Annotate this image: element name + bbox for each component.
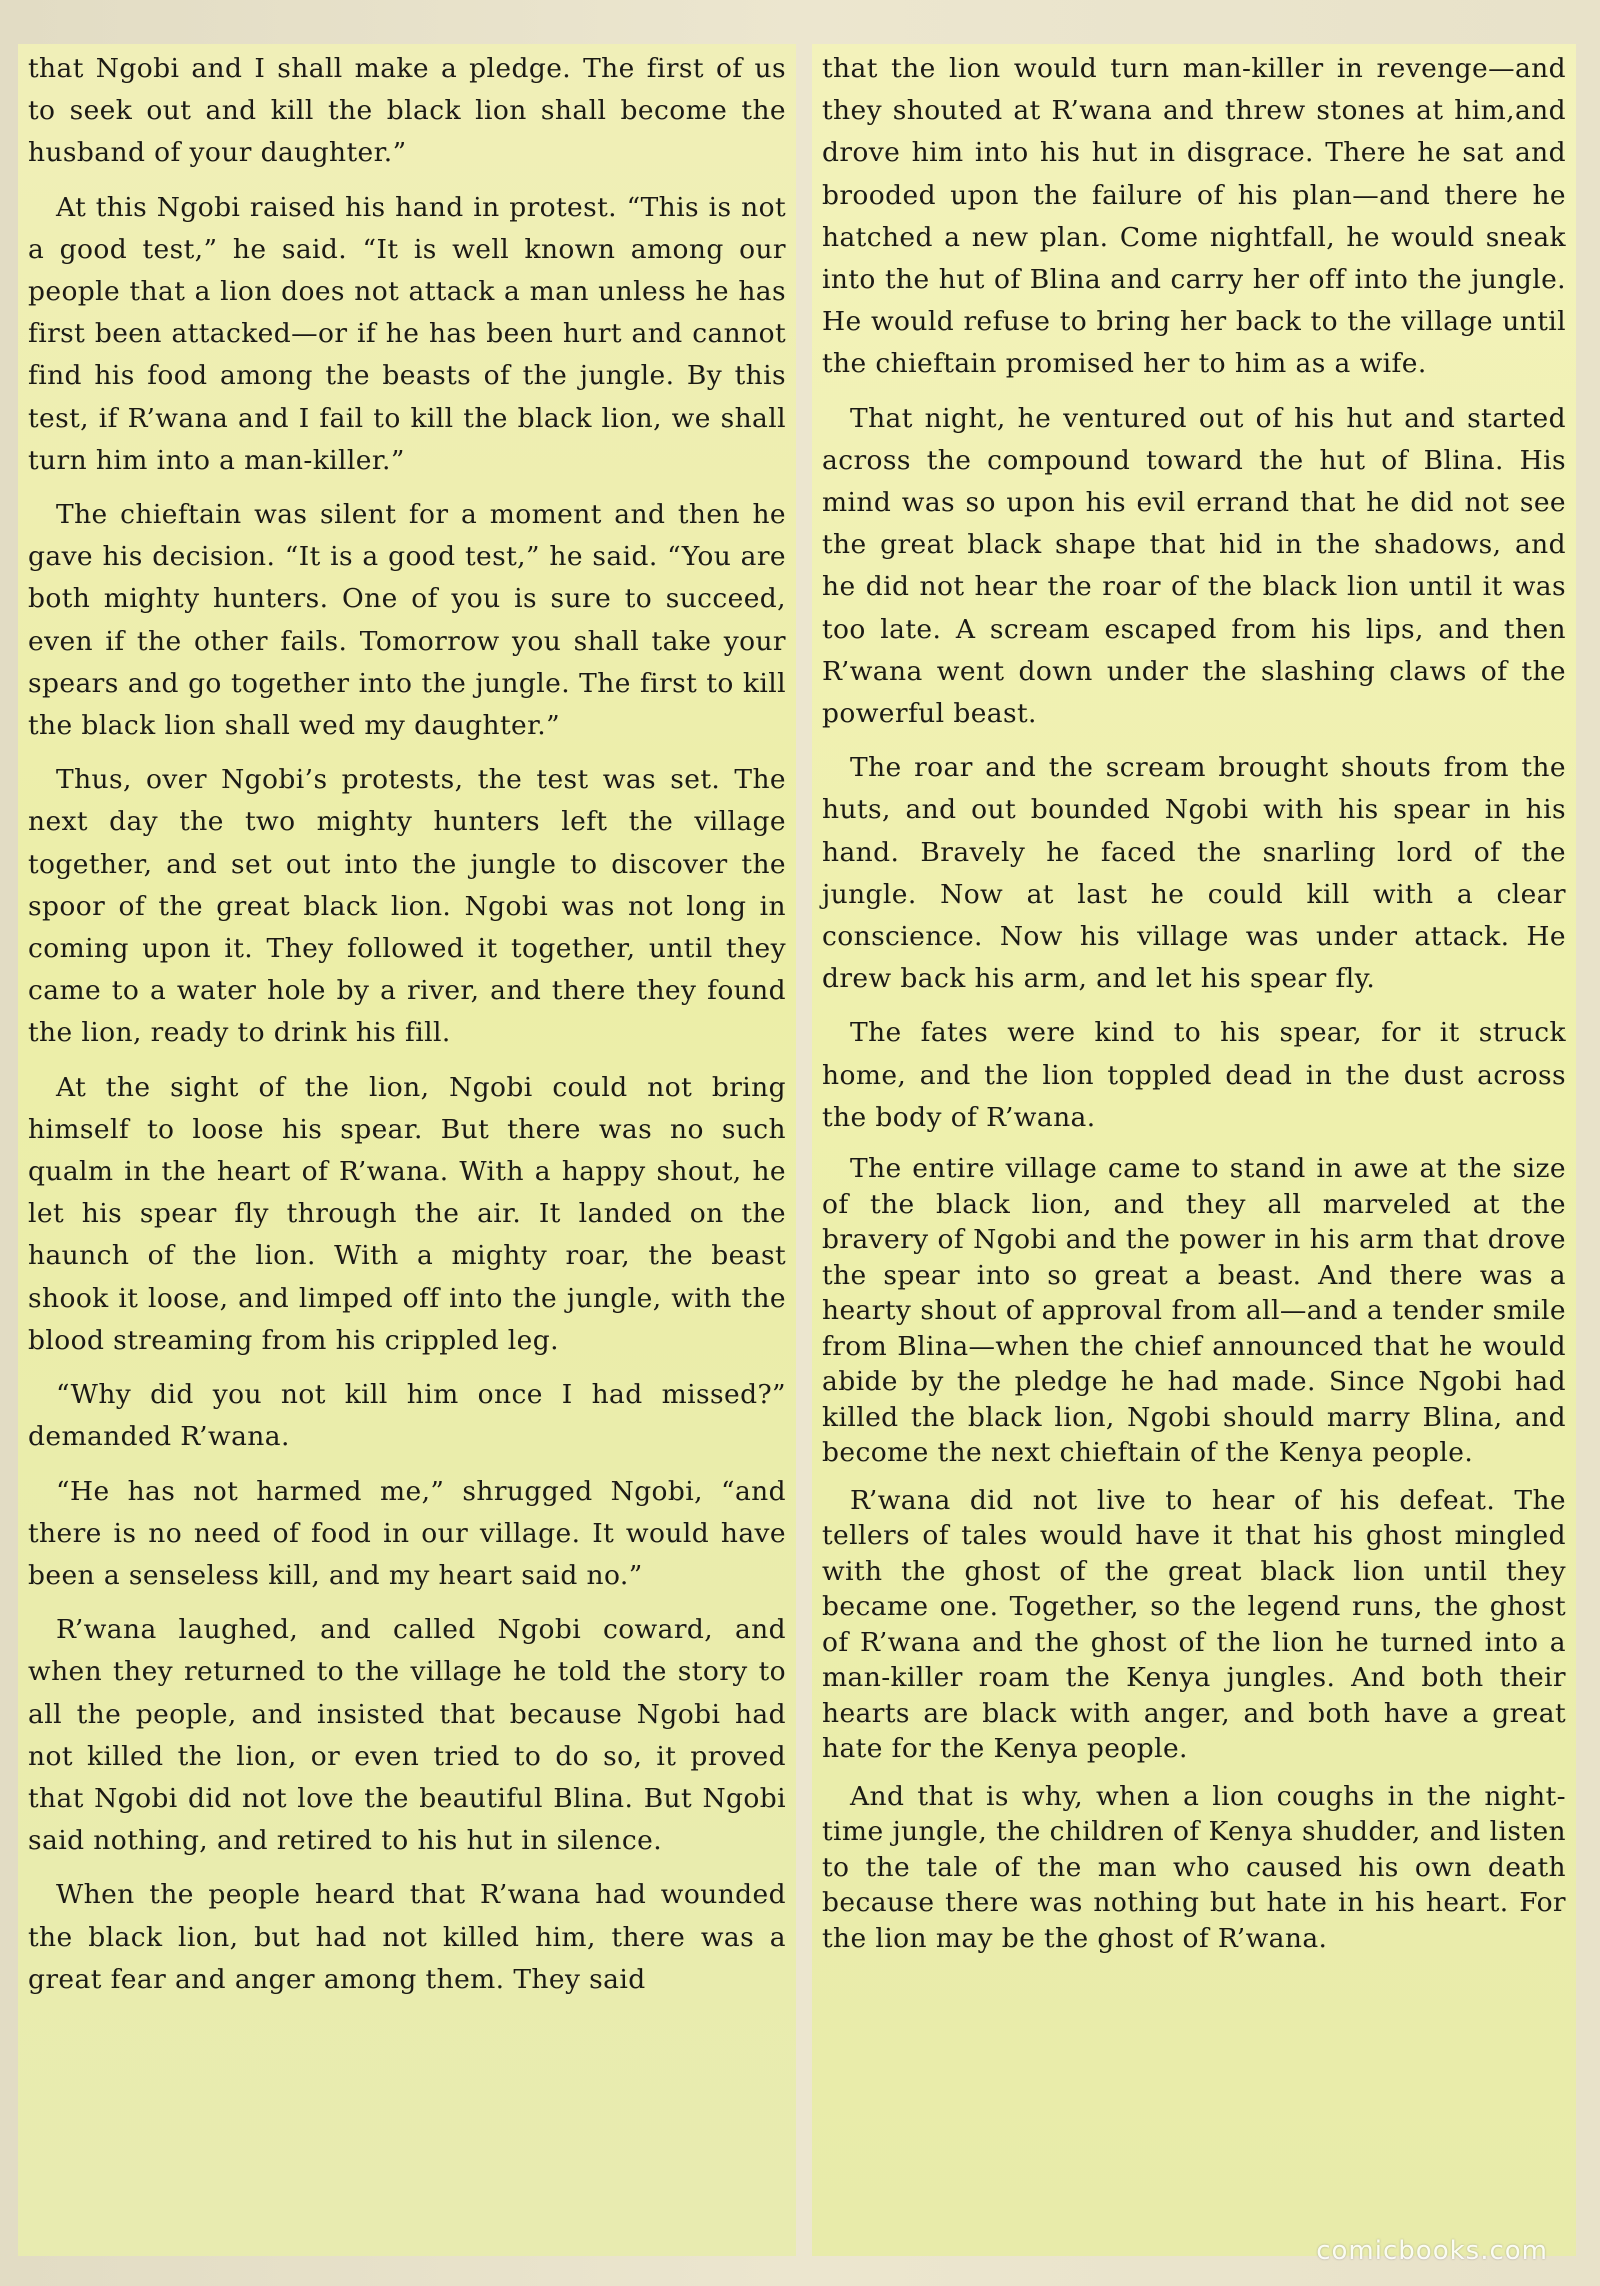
right-paragraph-2: That night, he ventured out of his hut and started across the compound toward the hut of Blina. His mind was so upon his evil errand that he did not see the great black shape that hid in the shadows, and he did not hear the roar of the black lion until it was too late. A scream escaped from his lips, and then R’wana went down under the slashing claws of the powerful beast. (822, 402, 1566, 730)
left-paragraph-7: “He has not harmed me,” shrugged Ngobi, “and there is no need of food in our village. It would have been a senseless kill, and my heart said no.” (28, 1475, 786, 1591)
right-paragraph-6: R’wana did not live to hear of his defeat. The tellers of tales would have it that his ghost mingled with the ghost of the great black lion until they became one. Together, so the legend runs, the ghost of R’wana and the ghost of the lion he turned into a man-killer roam the Kenya jungles. And both their hearts are black with anger, and both have a great hate for the Kenya people. (822, 1484, 1566, 1765)
right-text-column (812, 44, 1576, 2256)
left-paragraph-6: “Why did you not kill him once I had missed?” demanded R’wana. (28, 1379, 786, 1453)
right-paragraph-4: The fates were kind to his spear, for it struck home, and the lion toppled dead in the dust across the body of R’wana. (822, 1017, 1566, 1133)
left-paragraph-3: The chieftain was silent for a moment and then he gave his decision. “It is a good test,” he said. “You are both mighty hunters. One of you is sure to succeed, even if the other fails. Tomorrow you shall take your spears and go together into the jungle. The first to kill the black lion shall wed my daughter.” (28, 499, 786, 742)
left-paragraph-8: R’wana laughed, and called Ngobi coward, and when they returned to the village he told the story to all the people, and insisted that because Ngobi had not killed the lion, or even tried to do so, it proved that Ngobi did not love the beautiful Blina. But Ngobi said nothing, and retired to his hut in silence. (28, 1614, 786, 1857)
left-paragraph-1: that Ngobi and I shall make a pledge. The first of us to seek out and kill the black lion shall become the husband of your daughter.” (28, 53, 786, 169)
right-paragraph-7: And that is why, when a lion coughs in the night-time jungle, the children of Kenya shudder, and listen to the tale of the man who caused his own death because there was nothing but hate in his heart. For the lion may be the ghost of R’wana. (822, 1780, 1566, 1954)
left-paragraph-4: Thus, over Ngobi’s protests, the test was set. The next day the two mighty hunters left the village together, and set out into the jungle to discover the spoor of the great black lion. Ngobi was not long in coming upon it. They followed it together, until they came to a water hole by a river, and there they found the lion, ready to drink his fill. (28, 764, 786, 1049)
left-paragraph-2: At this Ngobi raised his hand in protest. “This is not a good test,” he said. “It is well known among our people that a lion does not attack a man unless he has first been attacked—or if he has been hurt and cannot find his food among the beasts of the jungle. By this test, if R’wana and I fail to kill the black lion, we shall turn him into a man-killer.” (28, 191, 786, 476)
left-paragraph-9: When the people heard that R’wana had wounded the black lion, but had not killed him, there was a great fear and anger among them. They said (28, 1879, 786, 1995)
left-text-column (18, 44, 796, 2256)
right-paragraph-5: The entire village came to stand in awe at the size of the black lion, and they all marveled at the bravery of Ngobi and the power in his arm that drove the spear into so great a beast. And there was a hearty shout of approval from all—and a tender smile from Blina—when the chief announced that he would abide by the pledge he had made. Since Ngobi had killed the black lion, Ngobi should marry Blina, and become the next chieftain of the Kenya people. (822, 1153, 1566, 1469)
site-watermark: comicbooks.com (1316, 2236, 1548, 2266)
right-paragraph-1: that the lion would turn man-killer in revenge—and they shouted at R’wana and threw stones at him,and drove him into his hut in disgrace. There he sat and brooded upon the failure of his plan—and there he hatched a new plan. Come nightfall, he would sneak into the hut of Blina and carry her off into the jungle. He would refuse to bring her back to the village until the chieftain promised her to him as a wife. (822, 53, 1566, 380)
left-paragraph-5: At the sight of the lion, Ngobi could not bring himself to loose his spear. But there was no such qualm in the heart of R’wana. With a happy shout, he let his spear fly through the air. It landed on the haunch of the lion. With a mighty roar, the beast shook it loose, and limped off into the jungle, with the blood streaming from his crippled leg. (28, 1071, 786, 1356)
right-paragraph-3: The roar and the scream brought shouts from the huts, and out bounded Ngobi with his spear in his hand. Bravely he faced the snarling lord of the jungle. Now at last he could kill with a clear conscience. Now his village was under attack. He drew back his arm, and let his spear fly. (822, 752, 1566, 995)
